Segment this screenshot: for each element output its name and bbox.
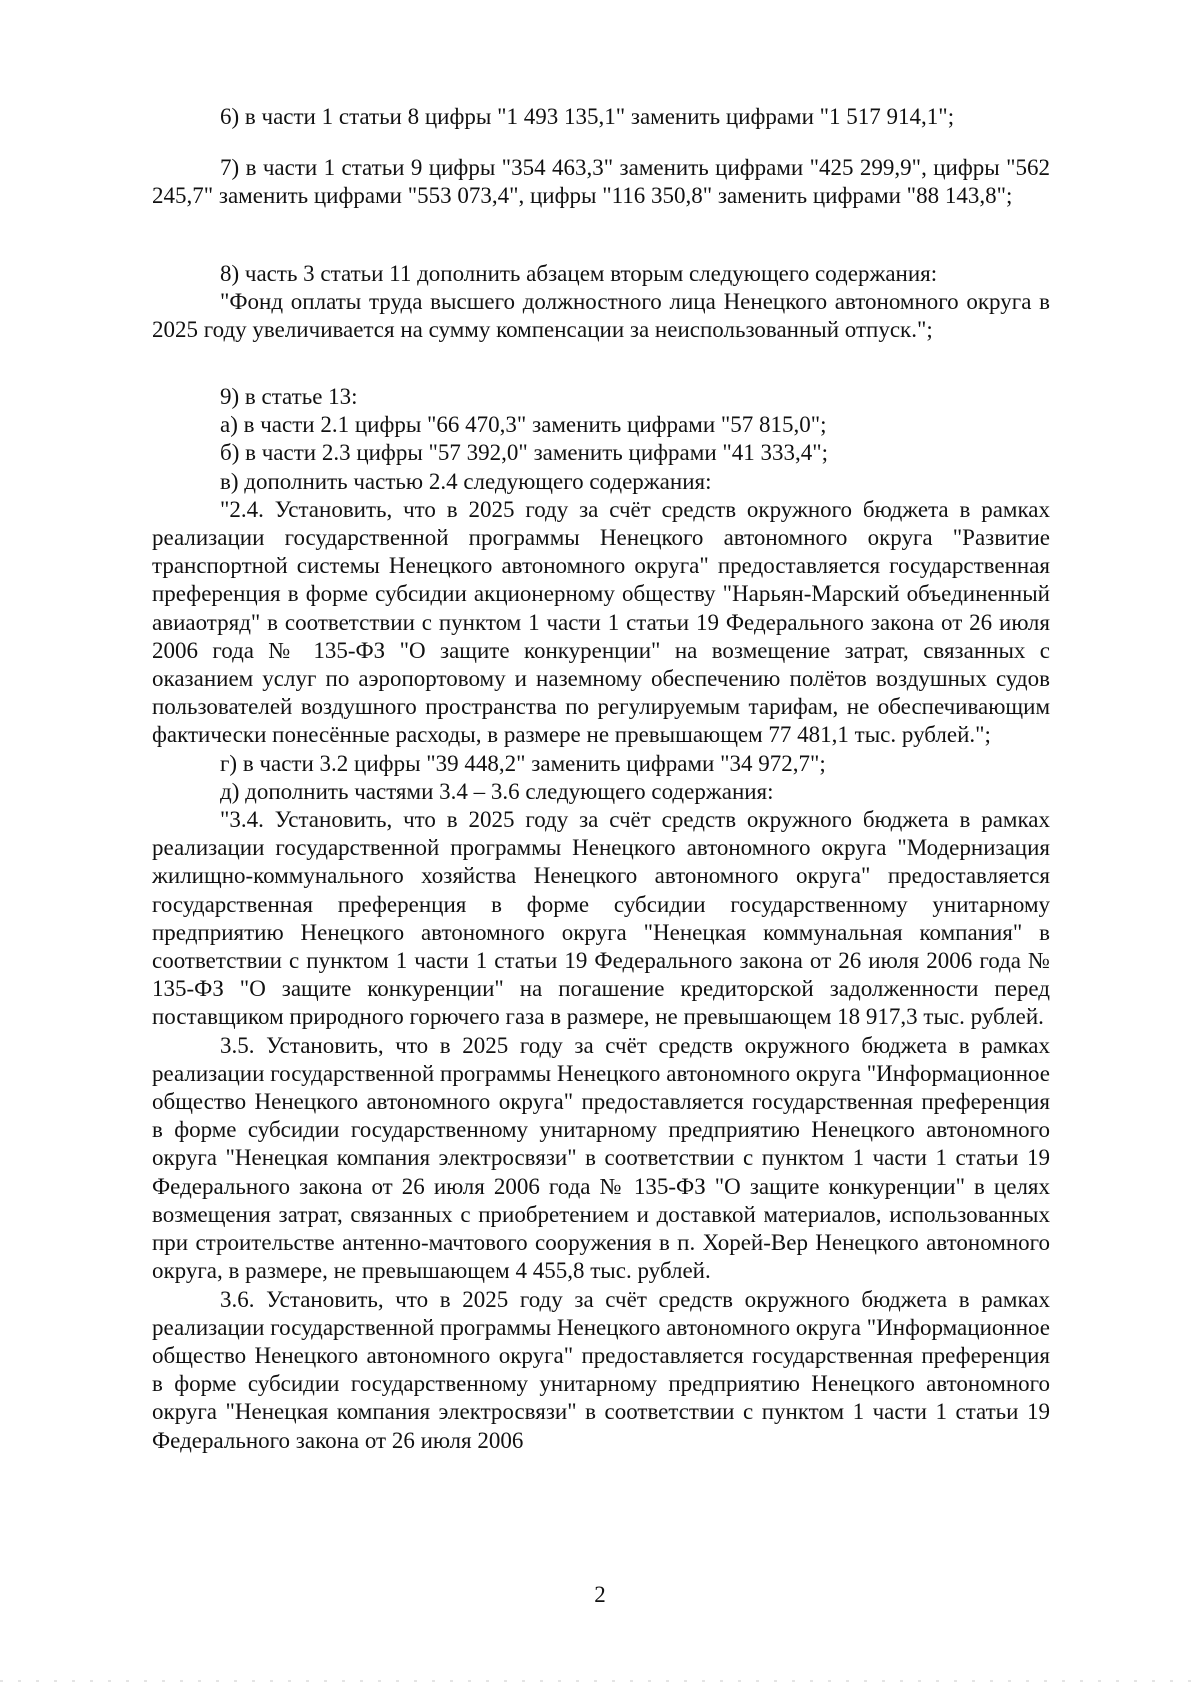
amendment-item-6 bbox=[152, 103, 1050, 131]
amendment-item-9 bbox=[152, 383, 1050, 1455]
part-3-4-text: "3.4. Установить, что в 2025 году за счёт средств окружного бюджета в рамках реализации государственной программы Ненецкого автономного округа "Модернизация жилищно-коммунального хозяйства Ненецкого автономного округа" предоставляется государственная преференция в форме субсидии государственному унитарному предприятию Ненецкого автономного округа "Ненецкая коммунальная компания" в соответствии с пунктом 1 части 1 статьи 19 Федерального закона от 26 июля 2006 года № 135-ФЗ "О защите конкуренции" на погашение кредиторской задолженности перед поставщиком природного горючего газа в размере, не превышающем 18 917,3 тыс. рублей. bbox=[152, 807, 1050, 1030]
amendment-item-6-text: 6) в части 1 статьи 8 цифры "1 493 135,1" заменить цифрами "1 517 914,1"; bbox=[220, 104, 955, 129]
part-3-5-text: 3.5. Установить, что в 2025 году за счёт средств окружного бюджета в рамках реализации государственной программы Ненецкого автономного округа "Информационное общество Ненецкого автономного округа" предоставляется государственная преференция в форме субсидии государственному унитарному предприятию Ненецкого автономного округа "Ненецкая компания электросвязи" в соответствии с пунктом 1 части 1 статьи 19 Федерального закона от 26 июля 2006 года № 135-ФЗ "О защите конкуренции" в целях возмещения затрат, связанных с приобретением и доставкой материалов, использованных при строительстве антенно-мачтового сооружения в п. Хорей-Вер Ненецкого автономного округа, в размере, не превышающем 4 455,8 тыс. рублей. bbox=[152, 1032, 1050, 1284]
part-2-4-text: "2.4. Установить, что в 2025 году за счёт средств окружного бюджета в рамках реализации государственной программы Ненецкого автономного округа "Развитие транспортной системы Ненецкого автономного округа" предоставляется государственная преференция в форме субсидии акционерному обществу "Нарьян-Марский объединенный авиаотряд" в соответствии с пунктом 1 части 1 статьи 19 Федерального закона от 26 июля 2006 года № 135-ФЗ "О защите конкуренции" на возмещение затрат, связанных с оказанием услуг по аэропортовому и наземному обеспечению полётов воздушных судов пользователей воздушного пространства по регулируемым тарифам, не обеспечивающим фактически понесённые расходы, в размере не превышающем 77 481,1 тыс. рублей."; bbox=[152, 496, 1050, 748]
subitem-g: г) в части 3.2 цифры "39 448,2" заменить цифрами "34 972,7"; bbox=[220, 750, 826, 776]
subitem-a: а) в части 2.1 цифры "66 470,3" заменить цифрами "57 815,0"; bbox=[220, 412, 827, 438]
part-3-6-text: 3.6. Установить, что в 2025 году за счёт средств окружного бюджета в рамках реализации государственной программы Ненецкого автономного округа "Информационное общество Ненецкого автономного округа" предоставляется государственная преференция в форме субсидии государственному унитарному предприятию Ненецкого автономного округа "Ненецкая компания электросвязи" в соответствии с пунктом 1 части 1 статьи 19 Федерального закона от 26 июля 2006 bbox=[152, 1286, 1050, 1453]
amendment-item-8-intro: 8) часть 3 статьи 11 дополнить абзацем вторым следующего содержания: bbox=[220, 261, 938, 286]
amendment-item-7-text: 7) в части 1 статьи 9 цифры "354 463,3" заменить цифрами "425 299,9", цифры "562 245,7" заменить цифрами "553 073,4", цифры "116 350,8" заменить цифрами "88 143,8"; bbox=[152, 155, 1050, 209]
scan-edge-divider bbox=[0, 1680, 1200, 1682]
item-9-heading: 9) в статье 13: bbox=[220, 384, 358, 409]
subitem-b: б) в части 2.3 цифры "57 392,0" заменить цифрами "41 333,4"; bbox=[220, 440, 829, 466]
amendment-item-8-quote: "Фонд оплаты труда высшего должностного лица Ненецкого автономного округа в 2025 году увеличивается на сумму компенсации за неиспользованный отпуск."; bbox=[152, 289, 1050, 343]
amendment-item-7 bbox=[152, 154, 1050, 210]
subitem-d: д) дополнить частями 3.4 – 3.6 следующего содержания: bbox=[220, 778, 774, 804]
subitem-v: в) дополнить частью 2.4 следующего содержания: bbox=[220, 468, 712, 494]
page-number: 2 bbox=[594, 1582, 606, 1607]
amendment-item-8 bbox=[152, 260, 1050, 345]
